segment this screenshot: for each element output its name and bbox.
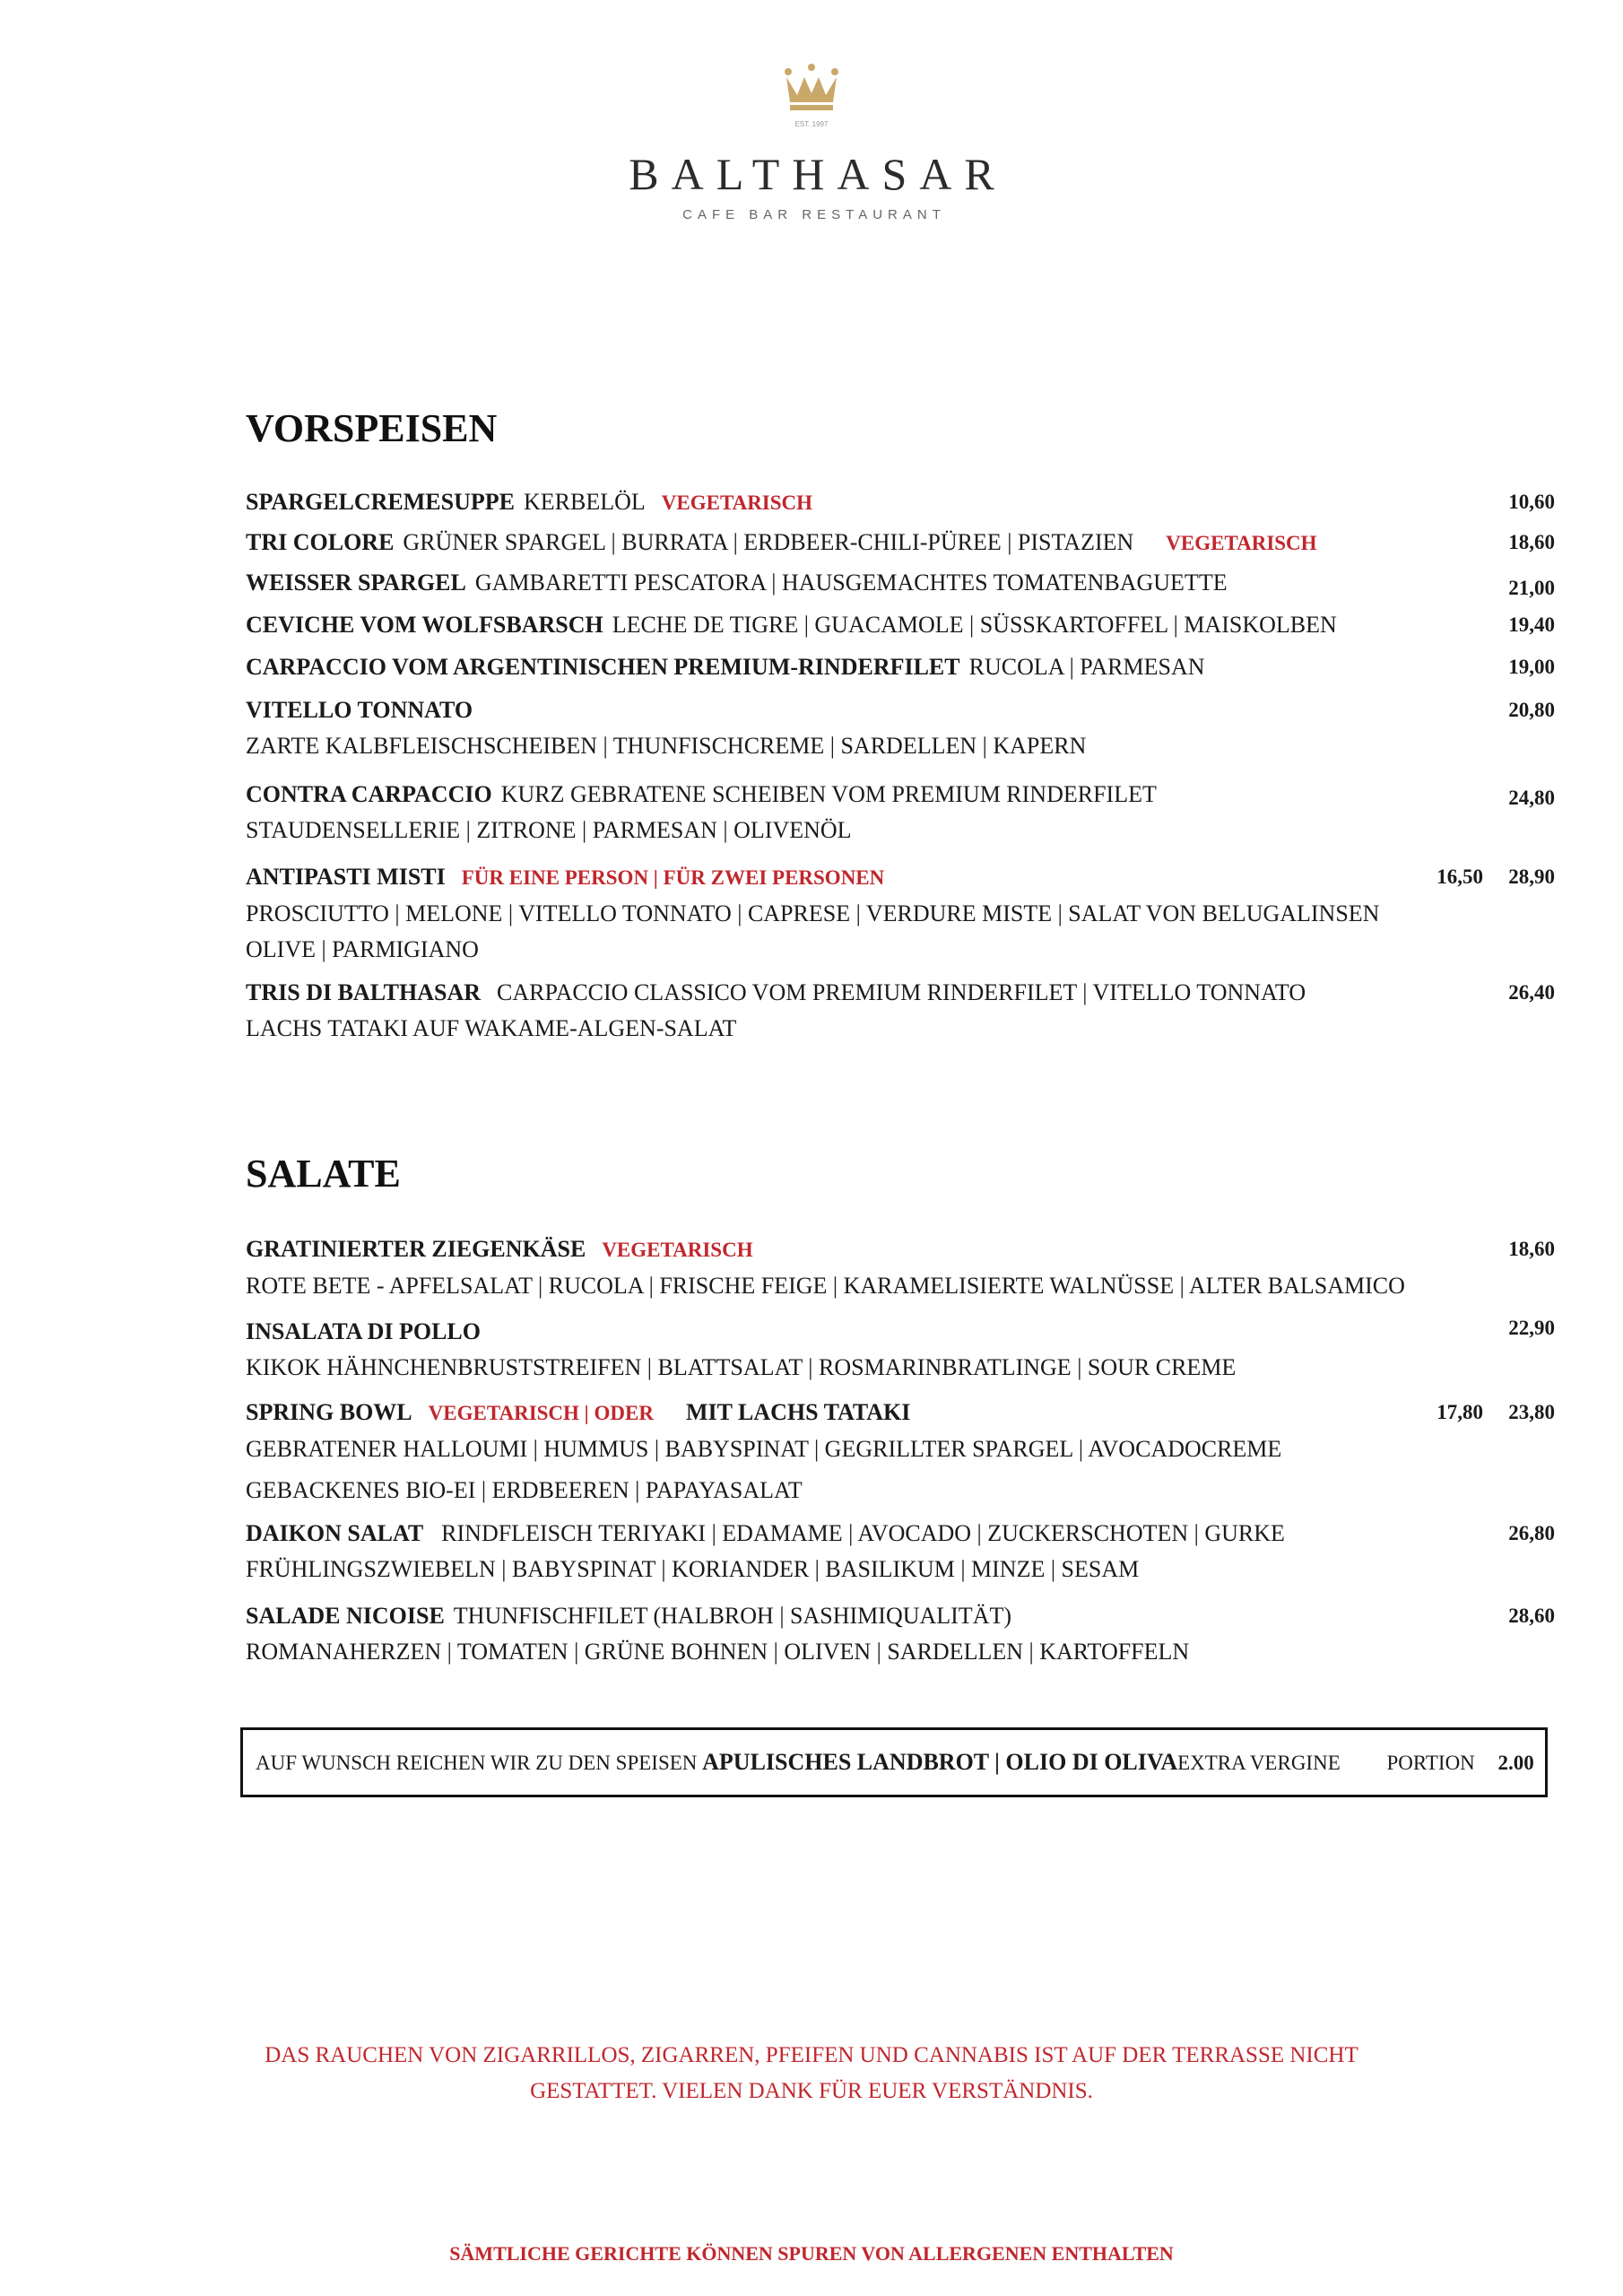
item-price: 24,80 — [1508, 787, 1555, 809]
item-details: PROSCIUTTO | MELONE | VITELLO TONNATO | CAPRESE | VERDURE MISTE | SALAT VON BELUGALINSEN — [246, 900, 1380, 926]
smoking-notice-line-2: GESTATTET. VIELEN DANK FÜR EUER VERSTÄNDNIS. — [530, 2079, 1093, 2103]
item-details: FRÜHLINGSZWIEBELN | BABYSPINAT | KORIANDER | BASILIKUM | MINZE | SESAM — [246, 1556, 1140, 1582]
item-details: LACHS TATAKI AUF WAKAME-ALGEN-SALAT — [246, 1015, 737, 1041]
item-desc: GRÜNER SPARGEL | BURRATA | ERDBEER-CHILI-PÜREE | PISTAZIEN — [403, 529, 1134, 555]
item-details-2: OLIVE | PARMIGIANO — [246, 936, 479, 962]
menu-item-insalata-di-pollo — [246, 1314, 1555, 1386]
item-name: TRI COLORE — [246, 529, 395, 555]
item-price: 28,90 — [1508, 865, 1555, 888]
item-desc: RUCOLA | PARMESAN — [968, 654, 1205, 680]
item-details-2: GEBACKENES BIO-EI | ERDBEEREN | PAPAYASALAT — [246, 1477, 803, 1503]
item-price: 19,40 — [1508, 613, 1555, 636]
item-desc: LECHE DE TIGRE | GUACAMOLE | SÜSSKARTOFFEL | MAISKOLBEN — [612, 612, 1337, 638]
item-tag: VEGETARISCH — [1166, 532, 1317, 554]
item-name: GRATINIERTER ZIEGENKÄSE — [246, 1236, 586, 1262]
menu-item-tri-colore — [246, 525, 1555, 561]
item-option: MIT LACHS TATAKI — [685, 1399, 911, 1425]
menu-item-antipasti-misti — [246, 859, 1555, 968]
item-details: KIKOK HÄHNCHENBRUSTSTREIFEN | BLATTSALAT | ROSMARINBRATLINGE | SOUR CREME — [246, 1354, 1237, 1380]
item-name: CEVICHE VOM WOLFSBARSCH — [246, 612, 603, 638]
est-label: EST. 1997 — [794, 120, 829, 128]
allergen-note: SÄMTLICHE GERICHTE KÖNNEN SPUREN VON ALLERGENEN ENTHALTEN — [449, 2242, 1174, 2265]
item-desc: KURZ GEBRATENE SCHEIBEN VOM PREMIUM RINDERFILET — [500, 781, 1157, 807]
item-tag: VEGETARISCH — [661, 491, 813, 514]
item-name: ANTIPASTI MISTI — [246, 864, 446, 890]
item-price: 18,60 — [1508, 531, 1555, 553]
item-price: 28,60 — [1508, 1605, 1555, 1627]
menu-item-tris-di-balthasar — [246, 975, 1555, 1047]
item-details: STAUDENSELLERIE | ZITRONE | PARMESAN | OLIVENÖL — [246, 817, 852, 843]
menu-item-weisser-spargel — [246, 565, 1555, 601]
menu-item-vitello-tonnato — [246, 692, 1555, 764]
item-details: ZARTE KALBFLEISCHSCHEIBEN | THUNFISCHCREME | SARDELLEN | KAPERN — [246, 733, 1087, 759]
menu-item-contra-carpaccio — [246, 777, 1555, 848]
smoking-notice-line-1: DAS RAUCHEN VON ZIGARRILLOS, ZIGARREN, PFEIFEN UND CANNABIS IST AUF DER TERRASSE NICHT — [265, 2043, 1358, 2067]
item-price-single: 17,80 — [1436, 1401, 1483, 1423]
item-price: 26,40 — [1508, 981, 1555, 1004]
item-details: GEBRATENER HALLOUMI | HUMMUS | BABYSPINAT | GEGRILLTER SPARGEL | AVOCADOCREME — [246, 1436, 1282, 1462]
logo — [0, 63, 1623, 222]
portion-label: PORTION — [1386, 1752, 1475, 1774]
menu-item-spargelcremesuppe — [246, 484, 1555, 521]
item-desc: CARPACCIO CLASSICO VOM PREMIUM RINDERFILET | VITELLO TONNATO — [497, 979, 1306, 1005]
menu-item-spring-bowl — [246, 1395, 1555, 1509]
item-price: 22,90 — [1508, 1317, 1555, 1339]
bread-notice-box — [240, 1727, 1548, 1797]
item-name: SALADE NICOISE — [246, 1603, 445, 1629]
item-name: CONTRA CARPACCIO — [246, 781, 492, 807]
menu-item-carpaccio — [246, 649, 1555, 685]
menu-item-salade-nicoise — [246, 1598, 1555, 1670]
item-name: TRIS DI BALTHASAR — [246, 979, 482, 1005]
crown-icon — [783, 63, 840, 118]
item-desc: RINDFLEISCH TERIYAKI | EDAMAME | AVOCADO | ZUCKERSCHOTEN | GURKE — [441, 1520, 1285, 1546]
item-desc: GAMBARETTI PESCATORA | HAUSGEMACHTES TOMATENBAGUETTE — [474, 570, 1228, 596]
brand-tagline: CAFE BAR RESTAURANT — [682, 207, 946, 222]
item-name: WEISSER SPARGEL — [246, 570, 466, 596]
bread-highlight: APULISCHES LANDBROT | OLIO DI OLIVA — [702, 1749, 1178, 1775]
item-price: 21,00 — [1508, 577, 1555, 599]
item-price: 10,60 — [1508, 491, 1555, 513]
smoking-notice — [0, 2038, 1623, 2109]
item-price: 23,80 — [1508, 1401, 1555, 1423]
item-name: CARPACCIO VOM ARGENTINISCHEN PREMIUM-RINDERFILET — [246, 654, 960, 680]
item-price: 20,80 — [1508, 699, 1555, 721]
menu-item-daikon-salat — [246, 1516, 1555, 1587]
item-price-single: 16,50 — [1436, 865, 1483, 888]
menu-item-ceviche — [246, 607, 1555, 643]
item-price: 19,00 — [1508, 656, 1555, 678]
section-title-vorspeisen: VORSPEISEN — [246, 406, 498, 450]
item-price: 26,80 — [1508, 1522, 1555, 1544]
item-price: 18,60 — [1508, 1238, 1555, 1260]
bread-suffix: EXTRA VERGINE — [1177, 1752, 1341, 1774]
item-tag: FÜR EINE PERSON | FÜR ZWEI PERSONEN — [461, 866, 885, 889]
item-tag: VEGETARISCH | ODER — [428, 1402, 654, 1424]
menu-item-ziegenkaese — [246, 1231, 1555, 1304]
item-name: SPARGELCREMESUPPE — [246, 489, 515, 515]
item-details: ROTE BETE - APFELSALAT | RUCOLA | FRISCHE FEIGE | KARAMELISIERTE WALNÜSSE | ALTER BALSAMICO — [246, 1273, 1405, 1299]
item-desc: THUNFISCHFILET (HALBROH | SASHIMIQUALITÄT) — [453, 1603, 1012, 1629]
item-name: DAIKON SALAT — [246, 1520, 424, 1546]
item-name: SPRING BOWL — [246, 1399, 412, 1425]
item-tag: VEGETARISCH — [602, 1239, 753, 1261]
section-title-salate: SALATE — [246, 1152, 401, 1196]
brand-name: BALTHASAR — [629, 149, 1007, 199]
item-name: VITELLO TONNATO — [246, 697, 473, 723]
item-desc: KERBELÖL — [524, 489, 646, 515]
item-details: ROMANAHERZEN | TOMATEN | GRÜNE BOHNEN | OLIVEN | SARDELLEN | KARTOFFELN — [246, 1639, 1190, 1665]
bread-intro: AUF WUNSCH REICHEN WIR ZU DEN SPEISEN — [256, 1752, 698, 1774]
item-name: INSALATA DI POLLO — [246, 1318, 481, 1344]
portion-price: 2.00 — [1497, 1752, 1534, 1774]
